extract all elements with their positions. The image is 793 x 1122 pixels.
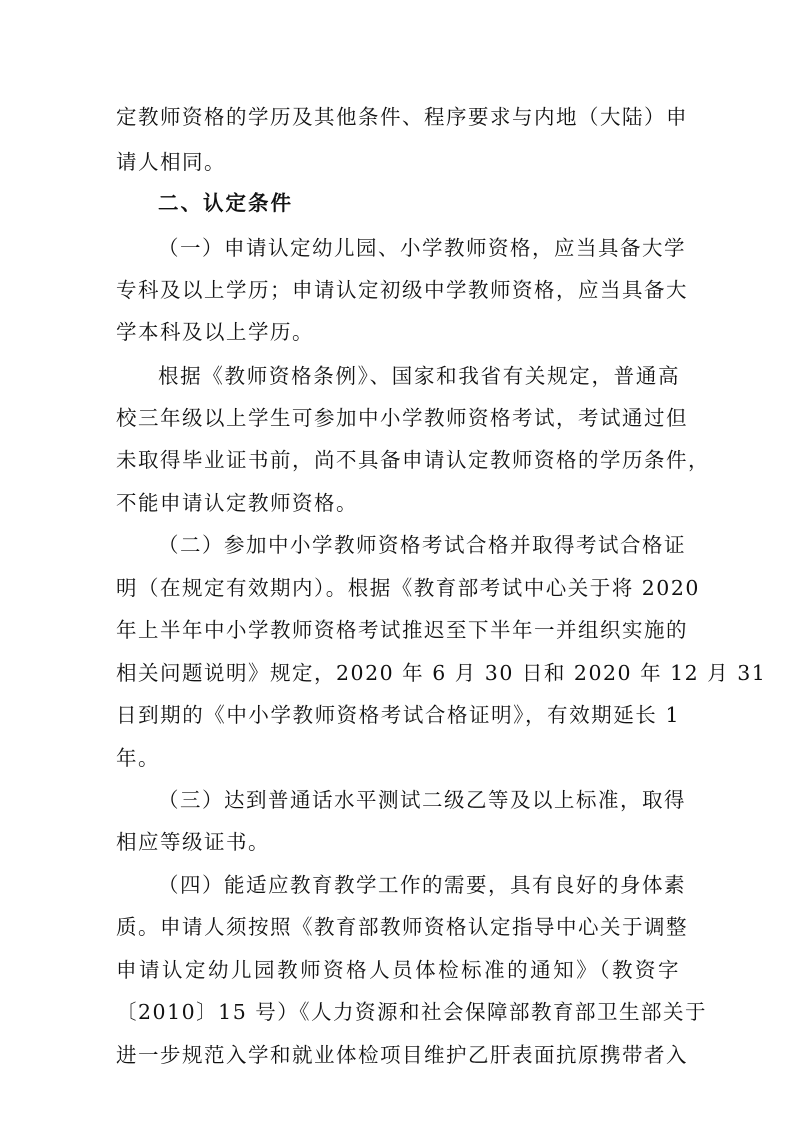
text-line-10: 不能申请认定教师资格。: [116, 491, 358, 515]
text-line-8: 校三年级以上学生可参加中小学教师资格考试，考试通过但: [116, 406, 688, 430]
text-line-9: 未取得毕业证书前，尚不具备申请认定教师资格的学历条件，: [116, 448, 710, 472]
text-line-6: 学本科及以上学历。: [116, 320, 314, 344]
text-line-2: 请人相同。: [116, 150, 226, 174]
text-line-7: 根据《教师资格条例》、国家和我省有关规定，普通高: [158, 364, 680, 388]
text-line-1: 定教师资格的学历及其他条件、程序要求与内地（大陆）申: [116, 105, 688, 129]
text-line-16: 年。: [116, 746, 160, 770]
section-heading: 二、认定条件: [158, 191, 293, 215]
text-line-23: 进一步规范入学和就业体检项目维护乙肝表面抗原携带者入: [116, 1043, 688, 1067]
text-line-21: 申请认定幼儿园教师资格人员体检标准的通知》（教资字: [116, 958, 680, 982]
text-line-13: 年上半年中小学教师资格考试推迟至下半年一并组织实施的: [116, 618, 688, 642]
text-line-5: 专科及以上学历；申请认定初级中学教师资格，应当具备大: [116, 278, 688, 302]
text-line-18: 相应等级证书。: [116, 830, 270, 854]
text-line-4: （一）申请认定幼儿园、小学教师资格，应当具备大学: [158, 236, 686, 260]
text-line-14: 相关问题说明》规定，2020 年 6 月 30 日和 2020 年 12 月 31: [116, 661, 767, 685]
text-line-22: 〔2010〕15 号）《人力资源和社会保障部教育部卫生部关于: [116, 1000, 708, 1024]
text-line-12: 明（在规定有效期内）。根据《教育部考试中心关于将 2020: [116, 576, 700, 600]
text-line-11: （二）参加中小学教师资格考试合格并取得考试合格证: [158, 533, 686, 557]
text-line-17: （三）达到普通话水平测试二级乙等及以上标准，取得: [158, 788, 686, 812]
text-line-20: 质。申请人须按照《教育部教师资格认定指导中心关于调整: [116, 915, 688, 939]
text-line-19: （四）能适应教育教学工作的需要，具有良好的身体素: [158, 873, 686, 897]
text-line-15: 日到期的《中小学教师资格考试合格证明》，有效期延长 1: [116, 703, 680, 727]
